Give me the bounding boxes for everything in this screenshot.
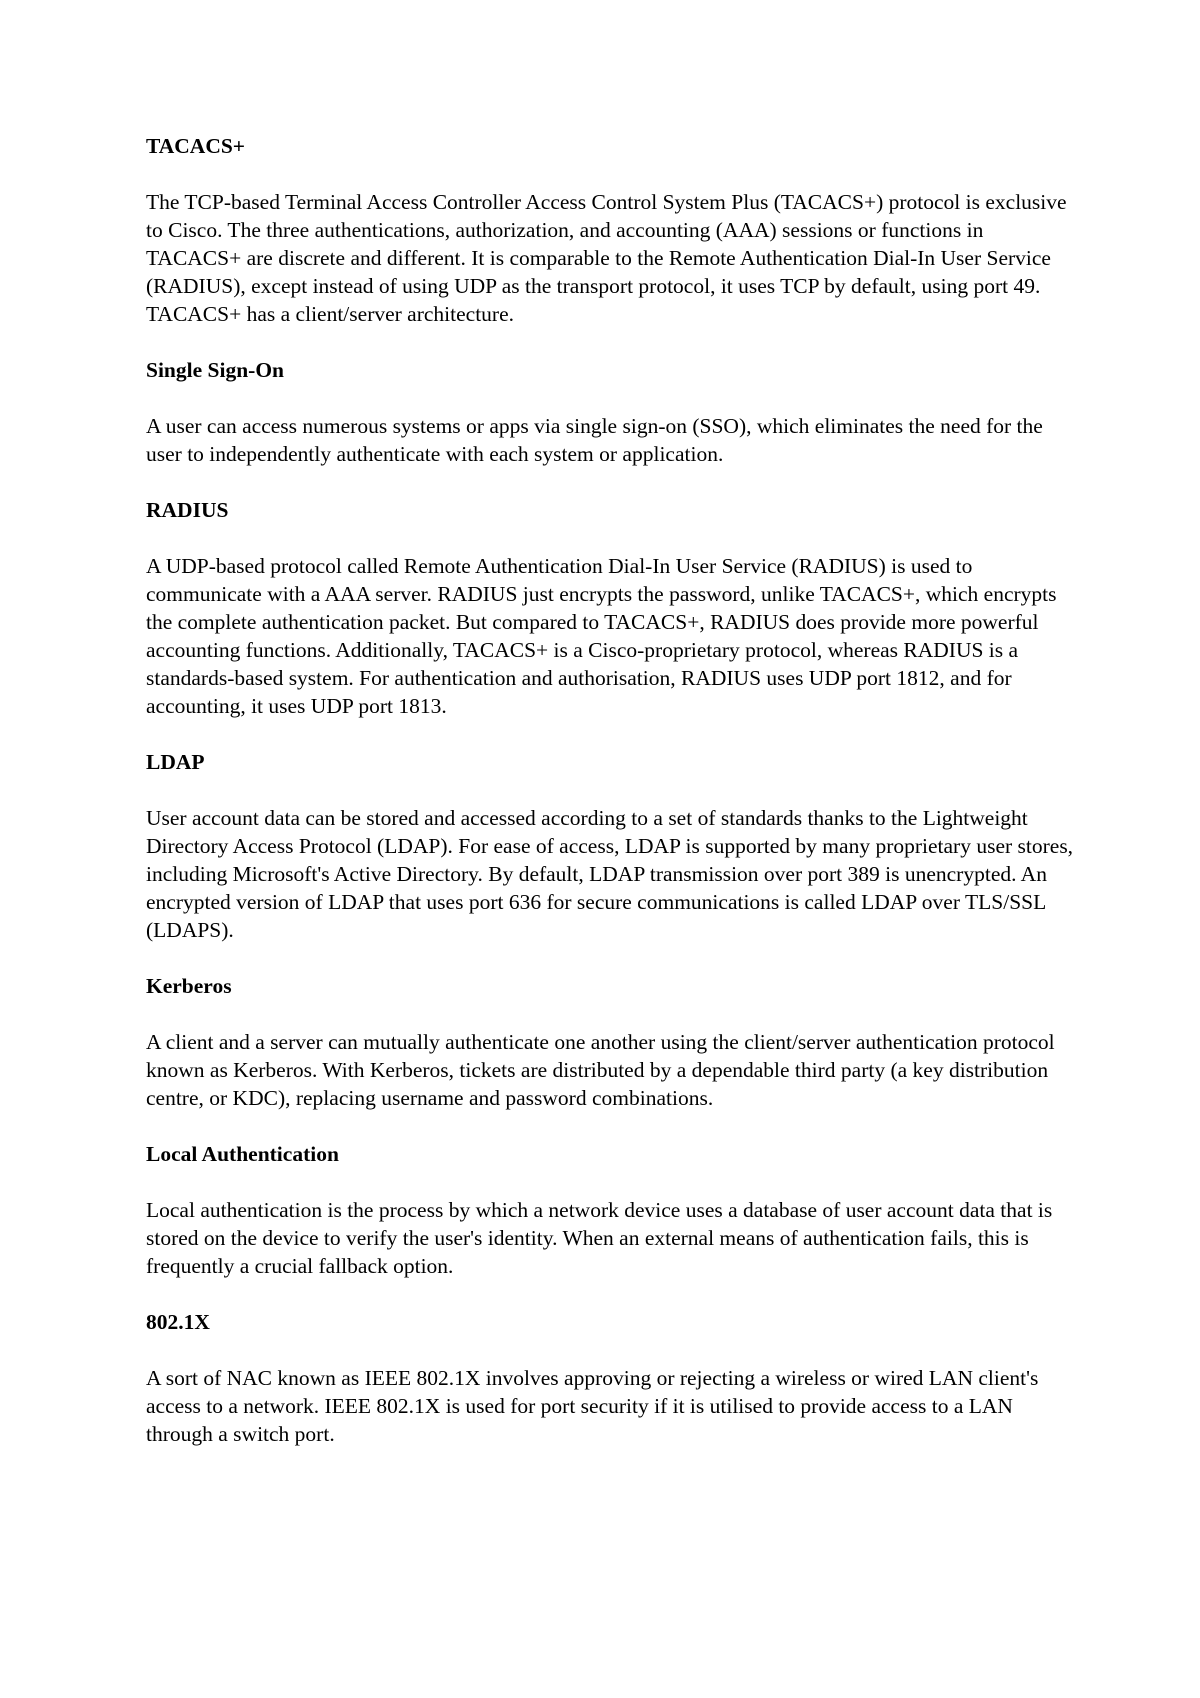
- section-heading: Local Authentication: [146, 1142, 339, 1166]
- section-body: A user can access numerous systems or apps via single sign-on (SSO), which eliminates the need for the user to independently authenticate with each system or application.: [146, 414, 1043, 466]
- section-heading: LDAP: [146, 750, 205, 774]
- section-heading: Single Sign-On: [146, 358, 285, 382]
- section-body: A sort of NAC known as IEEE 802.1X involves approving or rejecting a wireless or wired LAN client's access to a network. IEEE 802.1X is used for port security if it is utilised to provide access to a LAN through a switch port.: [146, 1366, 1039, 1446]
- section-kerberos: [146, 972, 1076, 1112]
- document-page: [146, 132, 1076, 1448]
- section-heading: RADIUS: [146, 498, 229, 522]
- section-body: A UDP-based protocol called Remote Authentication Dial-In User Service (RADIUS) is used to communicate with a AAA server. RADIUS just encrypts the password, unlike TACACS+, which encrypts the complete authentication packet. But compared to TACACS+, RADIUS does provide more powerful accounting functions. Additionally, TACACS+ is a Cisco-proprietary protocol, whereas RADIUS is a standards-based system. For authentication and authorisation, RADIUS uses UDP port 1812, and for accounting, it uses UDP port 1813.: [146, 554, 1057, 718]
- section-ldap: [146, 748, 1076, 944]
- section-tacacs: [146, 132, 1076, 328]
- section-body: Local authentication is the process by which a network device uses a database of user account data that is stored on the device to verify the user's identity. When an external means of authentication fails, this is frequently a crucial fallback option.: [146, 1198, 1053, 1278]
- section-body: User account data can be stored and accessed according to a set of standards thanks to the Lightweight Directory Access Protocol (LDAP). For ease of access, LDAP is supported by many proprietary user stores, including Microsoft's Active Directory. By default, LDAP transmission over port 389 is unencrypted. An encrypted version of LDAP that uses port 636 for secure communications is called LDAP over TLS/SSL (LDAPS).: [146, 806, 1074, 942]
- section-body: A client and a server can mutually authenticate one another using the client/server authentication protocol known as Kerberos. With Kerberos, tickets are distributed by a dependable third party (a key distribution centre, or KDC), replacing username and password combinations.: [146, 1030, 1055, 1110]
- section-heading: TACACS+: [146, 134, 246, 158]
- section-single-sign-on: [146, 356, 1076, 468]
- section-body: The TCP-based Terminal Access Controller Access Control System Plus (TACACS+) protocol is exclusive to Cisco. The three authentications, authorization, and accounting (AAA) sessions or functions in TACACS+ are discrete and different. It is comparable to the Remote Authentication Dial-In User Service (RADIUS), except instead of using UDP as the transport protocol, it uses TCP by default, using port 49. TACACS+ has a client/server architecture.: [146, 190, 1067, 326]
- section-heading: Kerberos: [146, 974, 232, 998]
- section-heading: 802.1X: [146, 1310, 210, 1334]
- section-802-1x: [146, 1308, 1076, 1448]
- section-radius: [146, 496, 1076, 720]
- section-local-authentication: [146, 1140, 1076, 1280]
